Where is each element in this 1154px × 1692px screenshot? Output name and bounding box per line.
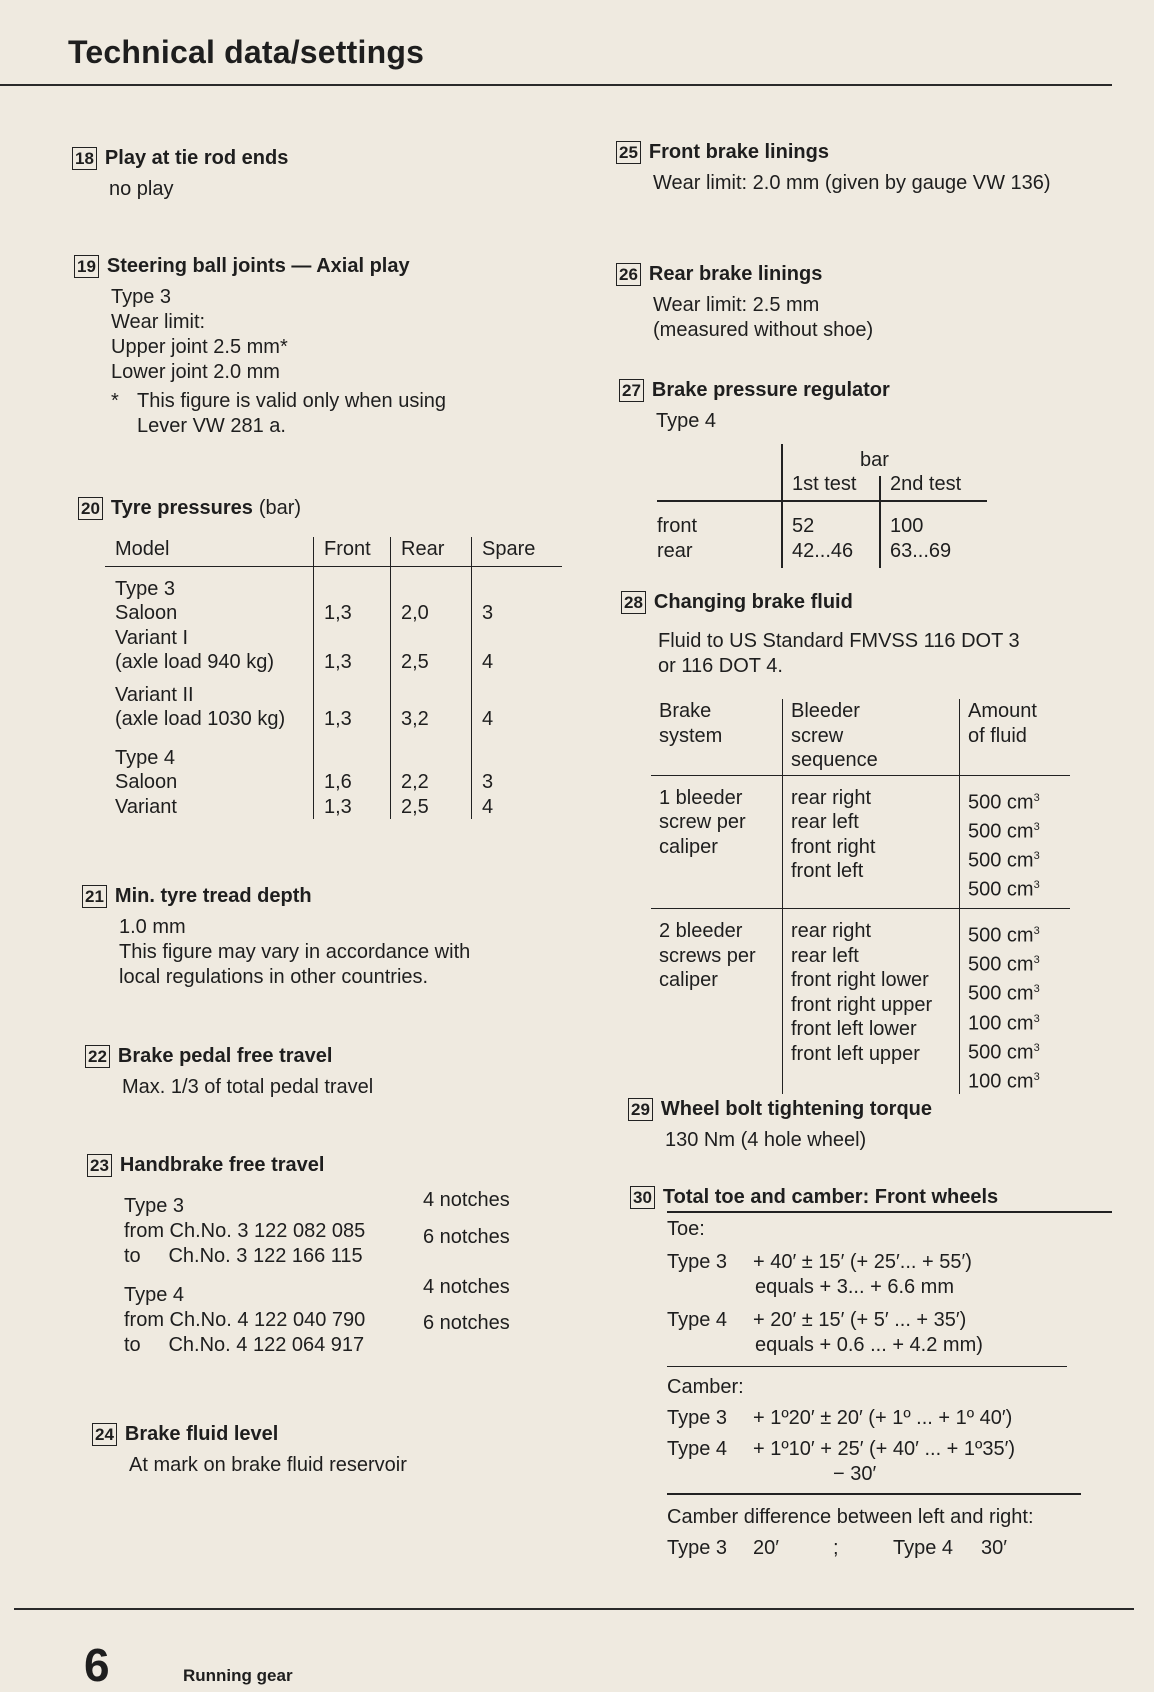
section-number: 26	[616, 263, 641, 286]
row-label: rear	[657, 540, 693, 562]
value: + 40′ ± 15′ (+ 25′... + 55′)	[753, 1250, 972, 1273]
cell: 4	[472, 795, 563, 820]
section-title: Total toe and camber: Front wheels	[662, 1186, 999, 1208]
text-line: (measured without shoe)	[653, 319, 874, 341]
footnote-mark: *	[111, 390, 119, 412]
cell: 2 bleeder	[659, 920, 743, 943]
table-header-row	[105, 537, 562, 566]
cell: 63...69	[890, 540, 952, 562]
cell: rear right	[791, 920, 872, 943]
text-line: Max. 1/3 of total pedal travel	[122, 1076, 374, 1098]
table-row	[105, 770, 562, 795]
section-number: 22	[85, 1045, 110, 1068]
cell: 52	[792, 515, 815, 537]
notches-value: 6 notches	[423, 1226, 510, 1248]
section-number: 24	[92, 1423, 117, 1446]
superscript: 3	[1033, 925, 1040, 938]
type-label: Type 3	[667, 1536, 728, 1559]
cell: 1,3	[314, 707, 391, 732]
text-line: no play	[109, 178, 174, 200]
text-line: to Ch.No. 4 122 064 917	[124, 1334, 365, 1356]
table-row	[105, 707, 562, 732]
value: equals + 3... + 6.6 mm	[755, 1275, 954, 1298]
value: equals + 0.6 ... + 4.2 mm)	[755, 1333, 983, 1356]
table-row	[105, 577, 562, 602]
section-number: 20	[78, 497, 103, 520]
cell: Type 3	[115, 577, 176, 600]
text-line: 1.0 mm	[119, 916, 186, 938]
section-number: 28	[621, 591, 646, 614]
cell: 2,2	[391, 770, 472, 795]
cell: caliper	[659, 969, 718, 992]
section-20	[78, 496, 562, 819]
table-row	[105, 746, 562, 771]
cell: rear left	[791, 944, 859, 967]
divider	[667, 1493, 1081, 1495]
column-header: Front	[314, 537, 391, 566]
cell: screws per	[659, 944, 756, 967]
superscript: 3	[1033, 1041, 1040, 1054]
cell: front left upper	[791, 1042, 920, 1065]
cell: screw per	[659, 811, 746, 833]
footer-rule	[14, 1608, 1134, 1610]
section-number: 30	[630, 1186, 655, 1209]
cell: 3,2	[391, 707, 472, 732]
toe-row	[667, 1250, 1112, 1300]
page-title: Technical data/settings	[68, 34, 425, 70]
text-line: to Ch.No. 3 122 166 115	[124, 1245, 363, 1267]
separator: ;	[833, 1536, 839, 1559]
table-row	[105, 650, 562, 675]
toe-label: Toe:	[667, 1217, 705, 1240]
type-label: Type 4	[667, 1438, 728, 1460]
cell: 1 bleeder	[659, 786, 743, 809]
table-row	[105, 683, 562, 708]
toe-row	[667, 1308, 1112, 1358]
brake-pressure-table	[657, 444, 997, 568]
cell: 4	[472, 707, 563, 732]
divider	[667, 1211, 1112, 1213]
value: + 1º20′ ± 20′ (+ 1º ... + 1º 40′)	[753, 1407, 1013, 1429]
camber-row	[667, 1406, 1112, 1431]
tyre-pressure-table	[105, 537, 562, 819]
text-line: Type 3	[124, 1195, 185, 1217]
text-line: Wear limit: 2.5 mm	[653, 294, 820, 316]
column-header: sequence	[791, 749, 878, 771]
value: + 1º10′ + 25′ (+ 40′ ... + 1º35′)	[753, 1438, 1016, 1460]
text-line: 130 Nm (4 hole wheel)	[665, 1129, 867, 1151]
section-name: Running gear	[183, 1666, 293, 1685]
camber-difference-label: Camber difference between left and right:	[667, 1505, 1034, 1528]
text-line: or 116 DOT 4.	[658, 655, 783, 677]
section-22	[85, 1044, 373, 1100]
cell: 1,6	[314, 770, 391, 795]
cell: 1,3	[314, 601, 391, 626]
text-line: Upper joint 2.5 mm*	[111, 336, 288, 358]
camber-label: Camber:	[667, 1376, 744, 1398]
notches-value: 6 notches	[423, 1312, 510, 1334]
table-row	[105, 795, 562, 820]
column-header: system	[659, 724, 723, 747]
section-title: Wheel bolt tightening torque	[660, 1098, 932, 1120]
text-line: Type 3	[111, 286, 172, 308]
text-line: Type 4	[656, 410, 717, 432]
footnote	[111, 389, 446, 439]
cell: Variant	[115, 795, 177, 818]
section-title: Play at tie rod ends	[104, 147, 289, 169]
section-27	[619, 378, 997, 568]
section-number: 19	[74, 255, 99, 278]
divider	[667, 1366, 1067, 1368]
section-26	[616, 262, 873, 343]
superscript: 3	[1033, 878, 1040, 891]
section-number: 27	[619, 379, 644, 402]
cell: front right	[791, 835, 876, 858]
cell: Variant I	[115, 626, 188, 649]
column-header: Rear	[391, 537, 472, 566]
section-number: 29	[628, 1098, 653, 1121]
cell: 1,3	[314, 795, 391, 820]
cell: 500 cm	[968, 924, 1034, 947]
section-title: Steering ball joints — Axial play	[106, 255, 410, 277]
column-header: screw	[791, 724, 844, 747]
superscript: 3	[1033, 820, 1040, 833]
text-line: At mark on brake fluid reservoir	[129, 1454, 407, 1476]
table-row	[105, 626, 562, 651]
section-title: Min. tyre tread depth	[114, 885, 312, 907]
text-line: This figure is valid only when using	[137, 390, 447, 412]
cell: Saloon	[115, 602, 178, 624]
text-line: Fluid to US Standard FMVSS 116 DOT 3	[658, 630, 1020, 652]
cell: 1,3	[314, 650, 391, 675]
type-label: Type 4	[893, 1536, 954, 1559]
type-label: Type 3	[667, 1407, 728, 1429]
section-title: Brake fluid level	[124, 1423, 279, 1445]
text-line: from Ch.No. 4 122 040 790	[124, 1309, 366, 1331]
text-line: Lever VW 281 a.	[137, 415, 286, 437]
section-title: Rear brake linings	[648, 263, 823, 285]
cell: Type 4	[115, 746, 176, 769]
text-line: from Ch.No. 3 122 082 085	[124, 1220, 366, 1242]
cell: 100 cm	[968, 1070, 1034, 1093]
brake-fluid-table	[651, 699, 1070, 1094]
cell: 2,5	[391, 650, 472, 675]
section-25	[616, 140, 1051, 196]
value: − 30′	[833, 1463, 877, 1485]
camber-difference-row	[667, 1536, 1112, 1561]
table-header-row	[651, 699, 1070, 775]
section-title: Brake pressure regulator	[651, 379, 890, 401]
text-line: This figure may vary in accordance with	[119, 941, 471, 963]
text-line: Type 4	[124, 1284, 185, 1306]
type-label: Type 3	[667, 1250, 728, 1273]
cell: Variant II	[115, 683, 194, 706]
section-number: 23	[87, 1154, 112, 1177]
column-header: 2nd test	[890, 473, 962, 495]
section-21	[82, 884, 470, 990]
section-title: Front brake linings	[648, 141, 829, 163]
value: 20′	[753, 1536, 779, 1559]
table-row	[105, 601, 562, 626]
table-row	[651, 775, 1070, 909]
superscript: 3	[1033, 1070, 1040, 1083]
column-header: 1st test	[792, 473, 857, 495]
section-number: 25	[616, 141, 641, 164]
column-header: Model	[105, 537, 314, 566]
text-line: Wear limit: 2.0 mm (given by gauge VW 136)	[653, 172, 1051, 194]
cell: front left	[791, 860, 864, 882]
section-number: 18	[72, 147, 97, 170]
cell: 2,0	[391, 601, 472, 626]
section-title-unit: (bar)	[258, 497, 302, 519]
cell: rear left	[791, 811, 859, 833]
cell: rear right	[791, 786, 872, 809]
cell: 3	[472, 770, 563, 795]
cell: 500 cm	[968, 791, 1034, 814]
section-19	[74, 254, 446, 439]
section-30	[630, 1185, 1112, 1561]
section-number: 21	[82, 885, 107, 908]
cell: 500 cm	[968, 878, 1034, 901]
column-header: Amount	[968, 700, 1037, 722]
section-title: Brake pedal free travel	[117, 1045, 333, 1067]
text-line: Wear limit:	[111, 311, 206, 333]
table-row	[651, 909, 1070, 1094]
text-line: local regulations in other countries.	[119, 966, 429, 988]
header-rule	[0, 84, 1112, 86]
notches-value: 4 notches	[423, 1276, 510, 1298]
cell: (axle load 940 kg)	[115, 651, 274, 673]
cell: front left lower	[791, 1018, 917, 1041]
unit-label: bar	[860, 449, 889, 471]
notches-value: 4 notches	[423, 1189, 510, 1211]
cell: 500 cm	[968, 953, 1034, 976]
value: + 20′ ± 15′ (+ 5′ ... + 35′)	[753, 1308, 967, 1331]
value: 30′	[981, 1536, 1007, 1559]
cell: caliper	[659, 835, 718, 858]
row-label: front	[657, 515, 698, 537]
cell: 4	[472, 650, 563, 675]
type-label: Type 4	[667, 1308, 728, 1331]
superscript: 3	[1033, 983, 1040, 996]
cell: front right upper	[791, 993, 933, 1016]
cell: 100 cm	[968, 1012, 1034, 1035]
column-header: Brake	[659, 700, 712, 722]
cell: 500 cm	[968, 1041, 1034, 1064]
cell: 3	[472, 601, 563, 626]
superscript: 3	[1033, 849, 1040, 862]
camber-row	[667, 1437, 1112, 1487]
cell: Saloon	[115, 771, 178, 793]
page-number: 6	[84, 1639, 110, 1691]
column-header: of fluid	[968, 724, 1027, 747]
cell: 100	[890, 515, 924, 537]
cell: 500 cm	[968, 983, 1034, 1006]
cell: (axle load 1030 kg)	[115, 708, 286, 730]
section-23	[87, 1153, 554, 1358]
superscript: 3	[1033, 954, 1040, 967]
cell: 2,5	[391, 795, 472, 820]
section-title: Changing brake fluid	[653, 591, 853, 613]
superscript: 3	[1033, 791, 1040, 804]
section-24	[92, 1422, 407, 1478]
cell: 500 cm	[968, 849, 1034, 872]
cell: 500 cm	[968, 820, 1034, 843]
superscript: 3	[1033, 1012, 1040, 1025]
cell: front right lower	[791, 969, 929, 992]
section-28	[621, 590, 1070, 1094]
section-18	[72, 146, 288, 202]
section-title: Tyre pressures	[110, 497, 253, 519]
column-header: Spare	[472, 537, 563, 566]
section-title: Handbrake free travel	[119, 1154, 325, 1176]
section-29	[628, 1097, 932, 1153]
column-header: Bleeder	[791, 700, 860, 722]
cell: 42...46	[792, 540, 854, 562]
text-line: Lower joint 2.0 mm	[111, 361, 280, 383]
